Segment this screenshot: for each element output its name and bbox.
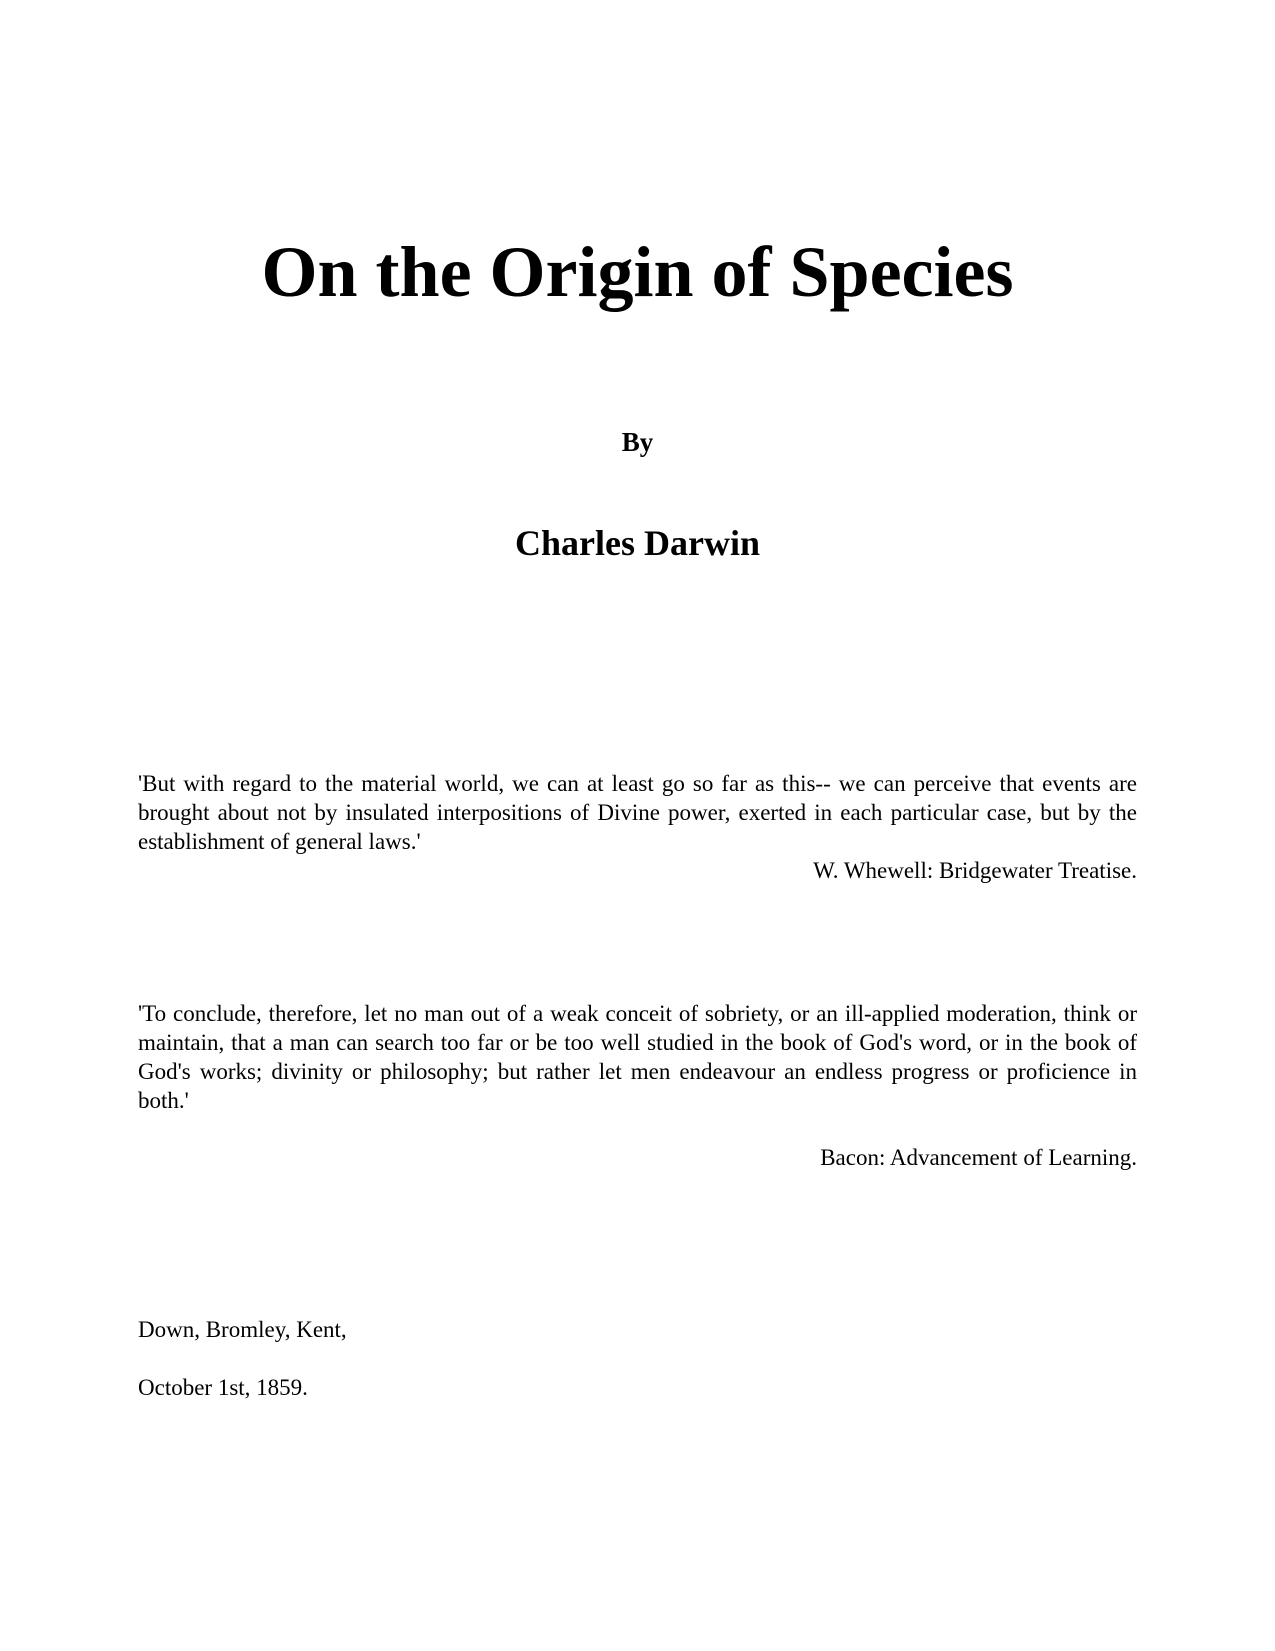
book-title: On the Origin of Species	[261, 232, 1014, 312]
epigraph-attribution: W. Whewell: Bridgewater Treatise.	[813, 858, 1137, 883]
date-line: October 1st, 1859.	[138, 1375, 308, 1400]
epigraph-quote: 'To conclude, therefore, let no man out of a weak conceit of sobriety, or an ill-applied moderation, think or maintain, that a man can search too far or be too well studied in the book of God's word, or in the book of God's works; divinity or philosophy; but rather let men endeavour an endless progress or proficience in both.'	[138, 1001, 1137, 1113]
epigraph-attribution: Bacon: Advancement of Learning.	[820, 1145, 1137, 1170]
place-line: Down, Bromley, Kent,	[138, 1317, 347, 1342]
by-line: By	[621, 427, 654, 457]
author-name: Charles Darwin	[515, 523, 760, 563]
epigraph-quote: 'But with regard to the material world, we can at least go so far as this-- we can perceive that events are brought about not by insulated interpositions of Divine power, exerted in each particular case, but by the establishment of general laws.'	[138, 771, 1137, 854]
